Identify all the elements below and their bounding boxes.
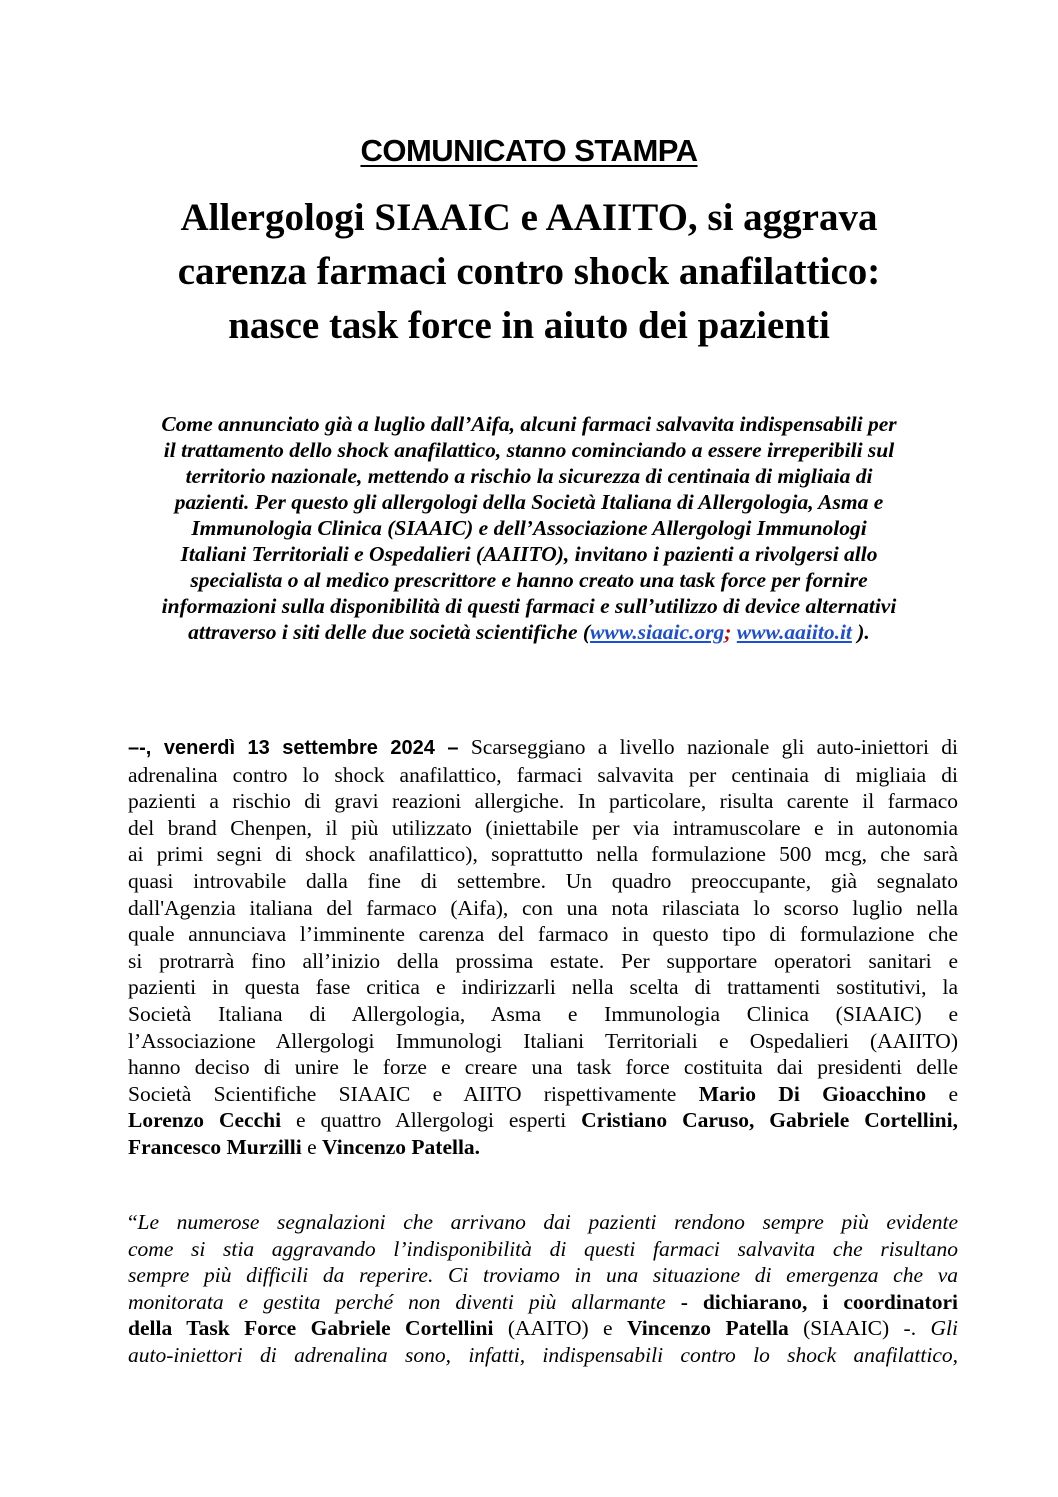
headline-line: carenza farmaci contro shock anafilattico:: [177, 250, 881, 293]
body-line: l’Associazione Allergologi Immunologi Italiani Territoriali e Ospedalieri (AAIITO): [128, 1028, 958, 1053]
quote-line: [128, 1209, 958, 1236]
headline: [60, 191, 998, 353]
quote-line: [128, 1315, 958, 1342]
body-line: pazienti in questa fase critica e indirizzarli nella scelta di trattamenti sostitutivi, la: [128, 975, 958, 1000]
person-name: Lorenzo Cecchi: [128, 1108, 282, 1133]
person-name: Vincenzo Patella.: [322, 1134, 481, 1159]
lead-line: Immunologia Clinica (SIAAIC) e dell’Associazione Allergologi Immunologi: [191, 516, 867, 540]
body-line: del brand Chenpen, il più utilizzato (iniettabile per via intramuscolare e in autonomia: [128, 815, 958, 840]
body-line: [128, 1081, 958, 1108]
lead-line-prefix: attraverso i siti delle due società scientifiche (: [188, 620, 591, 644]
body-line: ai primi segni di shock anafilattico), soprattutto nella formulazione 500 mcg, che sarà: [128, 842, 958, 867]
affiliation-text: (AAITO) e: [493, 1316, 628, 1341]
body-line: hanno deciso di unire le forze e creare una task force costituita dai presidenti delle: [128, 1055, 958, 1080]
dateline: –-, venerdì 13 settembre 2024 –: [128, 737, 459, 759]
lead-line: Come annunciato già a luglio dall’Aifa, alcuni farmaci salvavita indispensabili per: [161, 412, 897, 436]
quote-text: Le numerose segnalazioni che arrivano dai pazienti rendono sempre più evidente: [137, 1210, 958, 1234]
lead-line: informazioni sulla disponibilità di questi farmaci e sull’utilizzo di device alternativi: [161, 594, 897, 618]
person-name: Mario Di Gioacchino: [698, 1081, 927, 1106]
affiliation-text: (SIAAIC) -.: [788, 1316, 931, 1341]
body-line: si protrarrà fino all’inizio della prossima estate. Per supportare operatori sanitari e: [128, 948, 958, 973]
press-release-label: COMUNICATO STAMPA: [360, 133, 698, 168]
body-line-text: e quattro Allergologi esperti: [281, 1108, 582, 1133]
body-line: [128, 734, 958, 762]
body-paragraph: [128, 734, 958, 1161]
quote-line: sempre più difficili da reperire. Ci troviamo in una situazione di emergenza che va: [128, 1263, 958, 1288]
body-line: Società Italiana di Allergologia, Asma e Immunologia Clinica (SIAAIC) e: [128, 1001, 958, 1026]
body-line: [128, 1134, 958, 1161]
quote-text: Gli: [930, 1316, 958, 1341]
body-line-text: Scarseggiano a livello nazionale gli auto-iniettori di: [458, 735, 958, 759]
lead-line-suffix: ).: [851, 620, 870, 644]
quote-line: come si stia aggravando l’indisponibilità di questi farmaci salvavita che risultano: [128, 1236, 958, 1261]
quote-paragraph: [128, 1209, 958, 1369]
body-line-text: e: [926, 1081, 958, 1106]
lead-line: il trattamento dello shock anafilattico, stanno cominciando a essere irreperibili sul: [163, 438, 895, 462]
lead-line-links: [96, 619, 962, 645]
person-name: Vincenzo Patella: [627, 1316, 789, 1341]
person-names: Cristiano Caruso, Gabriele Cortellini,: [581, 1108, 958, 1133]
body-line-text: e: [301, 1134, 323, 1159]
lead-line: Italiani Territoriali e Ospedalieri (AAIITO), invitano i pazienti a rivolgersi allo: [180, 542, 878, 566]
body-line: quasi introvabile dalla fine di settembre. Un quadro preoccupante, già segnalato: [128, 868, 958, 893]
body-line: [128, 1107, 958, 1134]
body-line: dall'Agenzia italiana del farmaco (Aifa), con una nota rilasciata lo scorso luglio nella: [128, 895, 958, 920]
body-line: pazienti a rischio di gravi reazioni allergiche. In particolare, risulta carente il farmaco: [128, 789, 958, 814]
quote-open-mark: “: [128, 1210, 138, 1234]
lead-line: specialista o al medico prescrittore e hanno creato una task force per fornire: [190, 568, 868, 592]
attribution-text: della Task Force Gabriele Cortellini: [128, 1316, 494, 1341]
body-line: adrenalina contro lo shock anafilattico, farmaci salvavita per centinaia di migliaia di: [128, 762, 958, 787]
lead-line: pazienti. Per questo gli allergologi della Società Italiana di Allergologia, Asma e: [174, 490, 884, 514]
siaaic-link[interactable]: www.siaaic.org: [590, 620, 725, 644]
lead-line: territorio nazionale, mettendo a rischio la sicurezza di centinaia di migliaia di: [185, 464, 873, 488]
quote-text: monitorata e gestita perché non diventi più allarmante: [128, 1289, 681, 1314]
headline-line: Allergologi SIAAIC e AAIITO, si aggrava: [180, 196, 878, 239]
aaiito-link[interactable]: www.aaiito.it: [736, 620, 852, 644]
quote-line: [128, 1289, 958, 1316]
person-name: Francesco Murzilli: [128, 1134, 302, 1159]
link-separator: ;: [724, 620, 732, 644]
body-line-text: Società Scientifiche SIAAIC e AIITO rispettivamente: [128, 1081, 699, 1106]
lead-paragraph: [96, 411, 962, 645]
attribution-text: - dichiarano, i coordinatori: [680, 1289, 958, 1314]
quote-line: auto-iniettori di adrenalina sono, infatti, indispensabili contro lo shock anafilattico,: [128, 1342, 958, 1367]
body-line: quale annunciava l’imminente carenza del farmaco in questo tipo di formulazione che: [128, 922, 958, 947]
headline-line: nasce task force in aiuto dei pazienti: [228, 304, 830, 347]
